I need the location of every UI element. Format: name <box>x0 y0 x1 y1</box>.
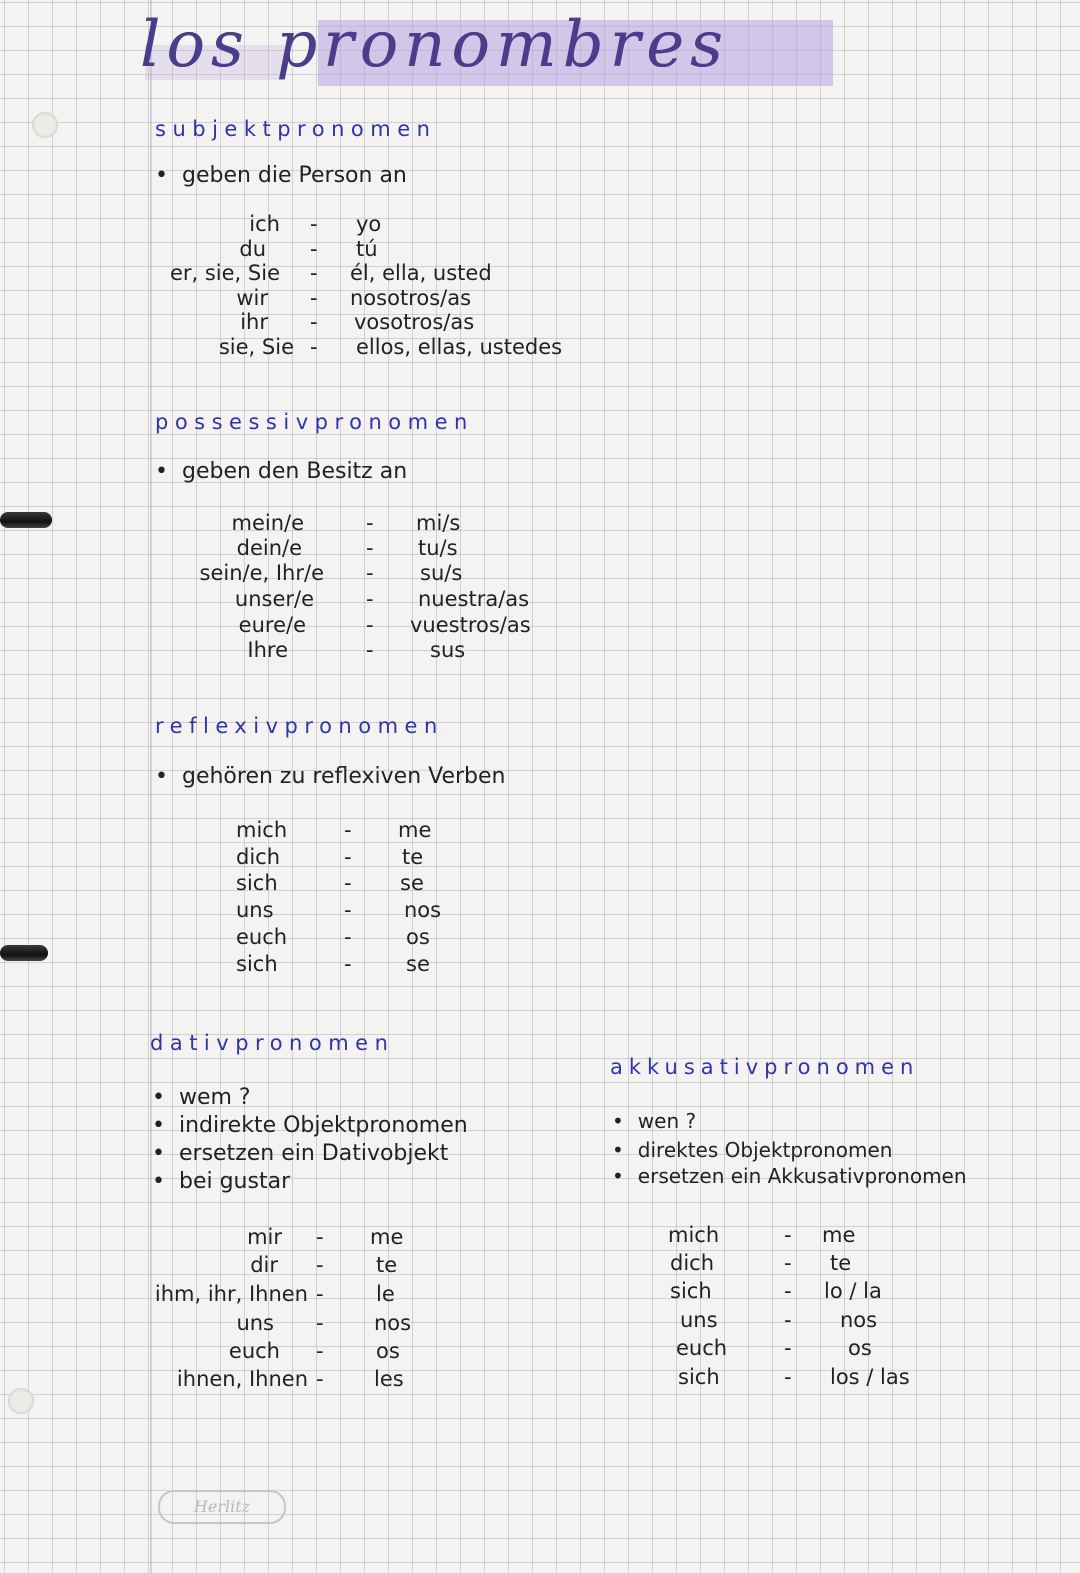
dash: - <box>344 898 352 922</box>
es-pronoun: nos <box>404 898 442 922</box>
de-pronoun: mir <box>247 1225 282 1249</box>
bullet-item: • ersetzen ein Akkusativpronomen <box>612 1164 967 1188</box>
dash: - <box>784 1336 792 1360</box>
de-pronoun: unser/e <box>234 587 314 611</box>
es-pronoun: te <box>402 845 424 869</box>
dash: - <box>316 1339 324 1363</box>
es-pronoun: os <box>376 1339 400 1363</box>
es-pronoun: su/s <box>420 561 463 585</box>
dash: - <box>316 1253 324 1277</box>
dash: - <box>310 335 318 359</box>
es-pronoun: nuestra/as <box>418 587 530 611</box>
dash: - <box>310 310 318 334</box>
es-pronoun: os <box>406 925 430 949</box>
de-pronoun: ihm, ihr, Ihnen <box>154 1282 308 1306</box>
es-pronoun: él, ella, usted <box>350 261 492 285</box>
punch-hole <box>8 1388 34 1414</box>
es-pronoun: les <box>374 1367 404 1391</box>
dash: - <box>366 587 374 611</box>
section-heading-reflexiv: reflexivpronomen <box>155 714 444 738</box>
dash: - <box>366 536 374 560</box>
bullet-item: • direktes Objektpronomen <box>612 1138 892 1162</box>
es-pronoun: tu/s <box>418 536 458 560</box>
es-pronoun: ellos, ellas, ustedes <box>356 335 563 359</box>
de-pronoun: mein/e <box>231 511 304 535</box>
de-pronoun: ihr <box>240 310 268 334</box>
section-heading-akkusativ: akkusativpronomen <box>610 1055 920 1079</box>
de-pronoun: sein/e, Ihr/e <box>199 561 324 585</box>
de-pronoun: sie, Sie <box>218 335 294 359</box>
es-pronoun: vuestros/as <box>410 613 531 637</box>
de-pronoun: euch <box>228 1339 280 1363</box>
es-pronoun: me <box>398 818 432 842</box>
binder-ring-icon <box>0 945 48 961</box>
dash: - <box>366 638 374 662</box>
es-pronoun: os <box>848 1336 872 1360</box>
de-pronoun: sich <box>670 1279 712 1303</box>
dash: - <box>310 286 318 310</box>
es-pronoun: nos <box>840 1308 878 1332</box>
bullet-item: • wen ? <box>612 1109 696 1133</box>
bullet-item: • indirekte Objektpronomen <box>152 1113 468 1138</box>
bullet-item: • wem ? <box>152 1085 251 1110</box>
de-pronoun: du <box>239 237 266 261</box>
es-pronoun: lo / la <box>824 1279 882 1303</box>
bullet-item: • geben den Besitz an <box>155 459 407 484</box>
es-pronoun: te <box>830 1251 852 1275</box>
de-pronoun: ich <box>249 212 280 236</box>
dash: - <box>316 1367 324 1391</box>
de-pronoun: euch <box>236 925 288 949</box>
es-pronoun: los / las <box>830 1365 910 1389</box>
de-pronoun: sich <box>236 952 278 976</box>
de-pronoun: dein/e <box>236 536 302 560</box>
punch-hole <box>32 112 58 138</box>
de-pronoun: dir <box>250 1253 278 1277</box>
bullet-item: • gehören zu reflexiven Verben <box>155 764 506 789</box>
es-pronoun: me <box>822 1223 856 1247</box>
de-pronoun: euch <box>676 1336 728 1360</box>
es-pronoun: vosotros/as <box>354 310 475 334</box>
dash: - <box>784 1365 792 1389</box>
section-heading-dativ: dativpronomen <box>150 1031 395 1055</box>
es-pronoun: se <box>406 952 430 976</box>
dash: - <box>784 1251 792 1275</box>
dash: - <box>784 1308 792 1332</box>
de-pronoun: uns <box>680 1308 718 1332</box>
dash: - <box>366 511 374 535</box>
es-pronoun: nosotros/as <box>350 286 472 310</box>
dash: - <box>366 613 374 637</box>
dash: - <box>316 1311 324 1335</box>
dash: - <box>344 818 352 842</box>
de-pronoun: dich <box>670 1251 715 1275</box>
section-heading-subjekt: subjektpronomen <box>155 117 437 141</box>
dash: - <box>784 1223 792 1247</box>
page-title: los pronombres <box>140 8 729 82</box>
bullet-item: • geben die Person an <box>155 163 407 188</box>
es-pronoun: yo <box>356 212 382 236</box>
es-pronoun: le <box>376 1282 395 1306</box>
de-pronoun: er, sie, Sie <box>169 261 280 285</box>
dash: - <box>316 1225 324 1249</box>
de-pronoun: uns <box>236 1311 274 1335</box>
es-pronoun: se <box>400 871 424 895</box>
dash: - <box>784 1279 792 1303</box>
margin-line <box>150 0 152 1573</box>
de-pronoun: sich <box>236 871 278 895</box>
dash: - <box>344 871 352 895</box>
bullet-item: • ersetzen ein Dativobjekt <box>152 1141 448 1166</box>
bullet-item: • bei gustar <box>152 1169 290 1194</box>
es-pronoun: nos <box>374 1311 412 1335</box>
de-pronoun: ihnen, Ihnen <box>176 1367 308 1391</box>
de-pronoun: eure/e <box>238 613 306 637</box>
de-pronoun: dich <box>236 845 281 869</box>
dash: - <box>310 261 318 285</box>
es-pronoun: mi/s <box>416 511 461 535</box>
de-pronoun: wir <box>236 286 268 310</box>
dash: - <box>344 952 352 976</box>
dash: - <box>366 561 374 585</box>
de-pronoun: sich <box>678 1365 720 1389</box>
de-pronoun: mich <box>668 1223 720 1247</box>
section-heading-possessiv: possessivpronomen <box>155 410 474 434</box>
es-pronoun: me <box>370 1225 404 1249</box>
dash: - <box>344 925 352 949</box>
dash: - <box>344 845 352 869</box>
es-pronoun: te <box>376 1253 398 1277</box>
de-pronoun: mich <box>236 818 288 842</box>
es-pronoun: tú <box>356 237 378 261</box>
de-pronoun: uns <box>236 898 274 922</box>
dash: - <box>310 212 318 236</box>
dash: - <box>316 1282 324 1306</box>
dash: - <box>310 237 318 261</box>
brand-stamp: Herlitz <box>158 1490 286 1524</box>
es-pronoun: sus <box>430 638 466 662</box>
binder-ring-icon <box>0 512 52 528</box>
de-pronoun: Ihre <box>247 638 288 662</box>
